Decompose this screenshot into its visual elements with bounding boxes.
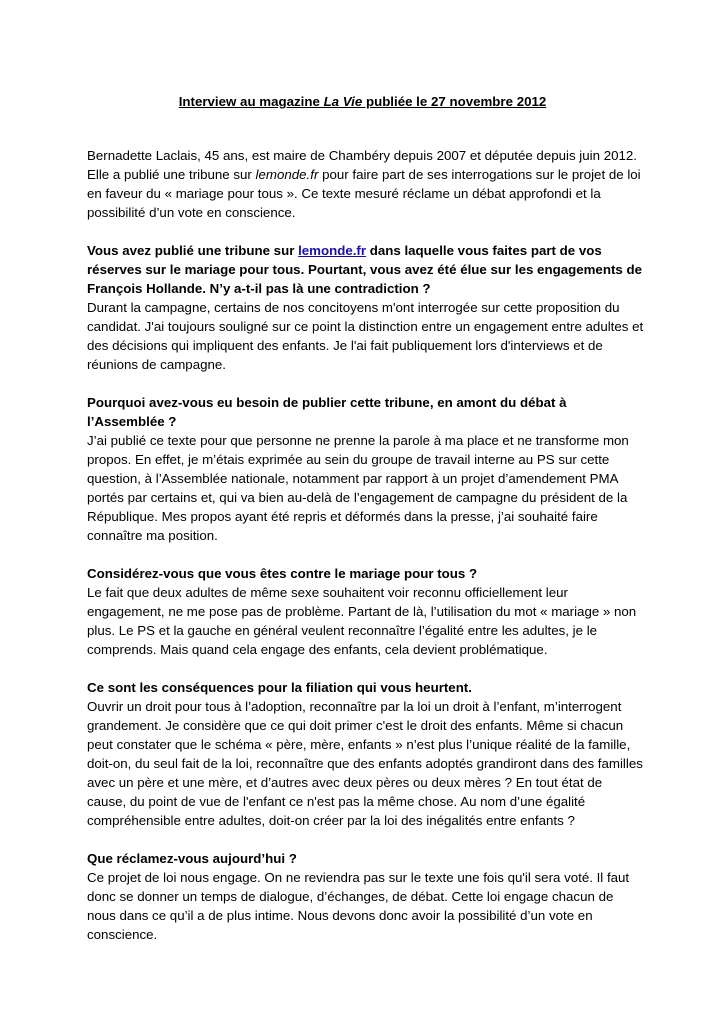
- intro-text-1: Bernadette Laclais, 45 ans, est maire de Chambéry depuis 2007 et députée depuis juin 2012. Elle a publié une tribune sur: [87, 148, 637, 182]
- title-magazine: La Vie: [323, 94, 363, 109]
- answer-5: Ce projet de loi nous engage. On ne reviendra pas sur le texte une fois qu'il sera voté. Il faut donc se donner un temps de dialogue, d’échanges, de débat. Cette loi engage chacun de nous dans ce qu’il a de plus intime. Nous devons donc avoir la possibilité d’un vote en conscience.: [87, 870, 630, 942]
- answer-4: Ouvrir un droit pour tous à l’adoption, reconnaître par la loi un droit à l’enfant, m’interrogent grandement. Je considère que ce qui doit primer c'est le droit des enfants. Même si chacun peut constater que le schéma « père, mère, enfants » n’est plus l’unique réalité de la famille, doit-on, du seul fait de la loi, reconnaître que des enfants adoptés grandiront dans des familles avec un père et une mère, et d’autres avec deux pères ou deux mères ? En tout état de cause, du point de vue de l'enfant ce n'est pas la même chose. Au nom d’une égalité compréhensible entre adultes, doit-on créer par la loi des inégalités entre enfants ?: [87, 699, 643, 828]
- answer-2: J’ai publié ce texte pour que personne ne prenne la parole à ma place et ne transforme mon propos. En effet, je m’étais exprimée au sein du groupe de travail interne au PS sur cette question, à l’Assemblée nationale, notamment par rapport à un projet d’amendement PMA portés par certains et, qui va bien au-delà de l’engagement de campagne du président de la République. Mes propos ayant été repris et déformés dans la presse, j’ai souhaité faire connaître ma position.: [87, 433, 629, 543]
- document-title: [0, 92, 725, 111]
- document-body: [87, 146, 645, 944]
- question-1-text-1: Vous avez publié une tribune sur: [87, 243, 299, 258]
- question-1: [87, 241, 645, 298]
- intro-text-2: pour faire part de ses interrogations sur le projet de loi en faveur du « mariage pour tous ». Ce texte mesuré réclame un débat approfondi et la possibilité d’un vote en conscience.: [87, 167, 641, 220]
- question-4: Ce sont les conséquences pour la filiation qui vous heurtent.: [87, 680, 472, 695]
- question-3: Considérez-vous que vous êtes contre le mariage pour tous ?: [87, 566, 478, 581]
- title-prefix: Interview au magazine: [178, 94, 324, 109]
- intro-paragraph: [87, 146, 645, 222]
- answer-3: Le fait que deux adultes de même sexe souhaitent voir reconnu officiellement leur engagement, ne me pose pas de problème. Partant de là, l’utilisation du mot « mariage » non plus. Le PS et la gauche en général veulent reconnaître l’égalité entre les adultes, je le comprends. Mais quand cela engage des enfants, cela devient problématique.: [87, 585, 637, 657]
- question-1-text-2: dans laquelle vous faites part de vos réserves sur le mariage pour tous. Pourtant, vous avez été élue sur les engagements de François Hollande. N’y a-t-il pas là une contradiction ?: [87, 243, 642, 296]
- question-5: Que réclamez-vous aujourd’hui ?: [87, 851, 297, 866]
- question-2: Pourquoi avez-vous eu besoin de publier cette tribune, en amont du débat à l’Assemblée ?: [87, 395, 567, 429]
- intro-site: lemonde.fr: [255, 167, 319, 182]
- title-suffix: publiée le 27 novembre 2012: [362, 94, 547, 109]
- answer-1: Durant la campagne, certains de nos concitoyens m'ont interrogée sur cette proposition du candidat. J'ai toujours souligné sur ce point la distinction entre un engagement entre adultes et des décisions qui impliquent des enfants. Je l'ai fait publiquement lors d'interviews et de réunions de campagne.: [87, 300, 644, 372]
- lemonde-link[interactable]: lemonde.fr: [298, 243, 367, 258]
